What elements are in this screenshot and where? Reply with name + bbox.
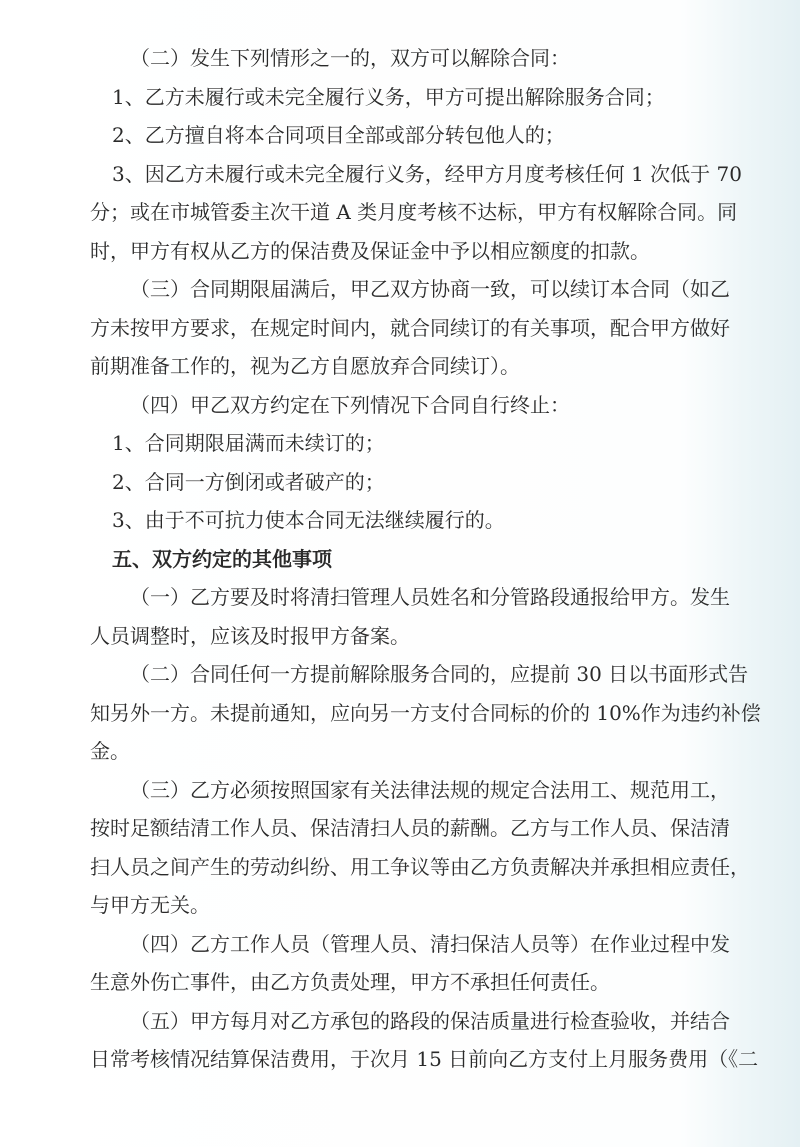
clause-text: 按时足额结清工作人员、保洁清扫人员的薪酬。乙方与工作人员、保洁清	[90, 816, 730, 840]
clause-text: （四）甲乙双方约定在下列情况下合同自行终止：	[130, 393, 570, 417]
clause-text: （二）发生下列情形之一的，双方可以解除合同：	[130, 46, 570, 70]
clause-text: 扫人员之间产生的劳动纠纷、用工争议等由乙方负责解决并承担相应责任，	[90, 855, 750, 879]
clause-text: 日常考核情况结算保洁费用，于次月 15 日前向乙方支付上月服务费用（《二	[90, 1047, 759, 1071]
clause-text: 与甲方无关。	[90, 893, 210, 917]
clause-text: 生意外伤亡事件，由乙方负责处理，甲方不承担任何责任。	[90, 970, 610, 994]
clause-text: 金。	[90, 739, 130, 763]
clause-text: 分；或在市城管委主次干道 A 类月度考核不达标，甲方有权解除合同。同	[90, 200, 738, 224]
clause-text: 时，甲方有权从乙方的保洁费及保证金中予以相应额度的扣款。	[90, 239, 650, 263]
clause-text: 人员调整时，应该及时报甲方备案。	[90, 624, 410, 648]
clause-text: 3、由于不可抗力使本合同无法继续履行的。	[112, 508, 505, 532]
clause-text: 前期准备工作的，视为乙方自愿放弃合同续订）。	[90, 354, 520, 378]
section-heading: 五、双方约定的其他事项	[112, 547, 332, 571]
clause-text: （五）甲方每月对乙方承包的路段的保洁质量进行检查验收，并结合	[130, 1009, 730, 1033]
clause-text: 方未按甲方要求，在规定时间内，就合同续订的有关事项，配合甲方做好	[90, 316, 730, 340]
clause-text: 1、合同期限届满而未续订的；	[112, 431, 385, 455]
clause-text: 2、合同一方倒闭或者破产的；	[112, 470, 385, 494]
clause-text: （三）乙方必须按照国家有关法律法规的规定合法用工、规范用工，	[130, 778, 730, 802]
clause-text: （四）乙方工作人员（管理人员、清扫保洁人员等）在作业过程中发	[130, 932, 730, 956]
clause-text: 知另外一方。未提前通知，应向另一方支付合同标的价的 10%作为违约补偿	[90, 701, 761, 725]
clause-text: （二）合同任何一方提前解除服务合同的，应提前 30 日以书面形式告	[130, 662, 749, 686]
clause-text: （一）乙方要及时将清扫管理人员姓名和分管路段通报给甲方。发生	[130, 585, 730, 609]
clause-text: 1、乙方未履行或未完全履行义务，甲方可提出解除服务合同；	[112, 85, 665, 109]
clause-text: 3、因乙方未履行或未完全履行义务，经甲方月度考核任何 1 次低于 70	[112, 162, 742, 186]
clause-text: （三）合同期限届满后，甲乙双方协商一致，可以续订本合同（如乙	[130, 277, 730, 301]
clause-text: 2、乙方擅自将本合同项目全部或部分转包他人的；	[112, 123, 565, 147]
